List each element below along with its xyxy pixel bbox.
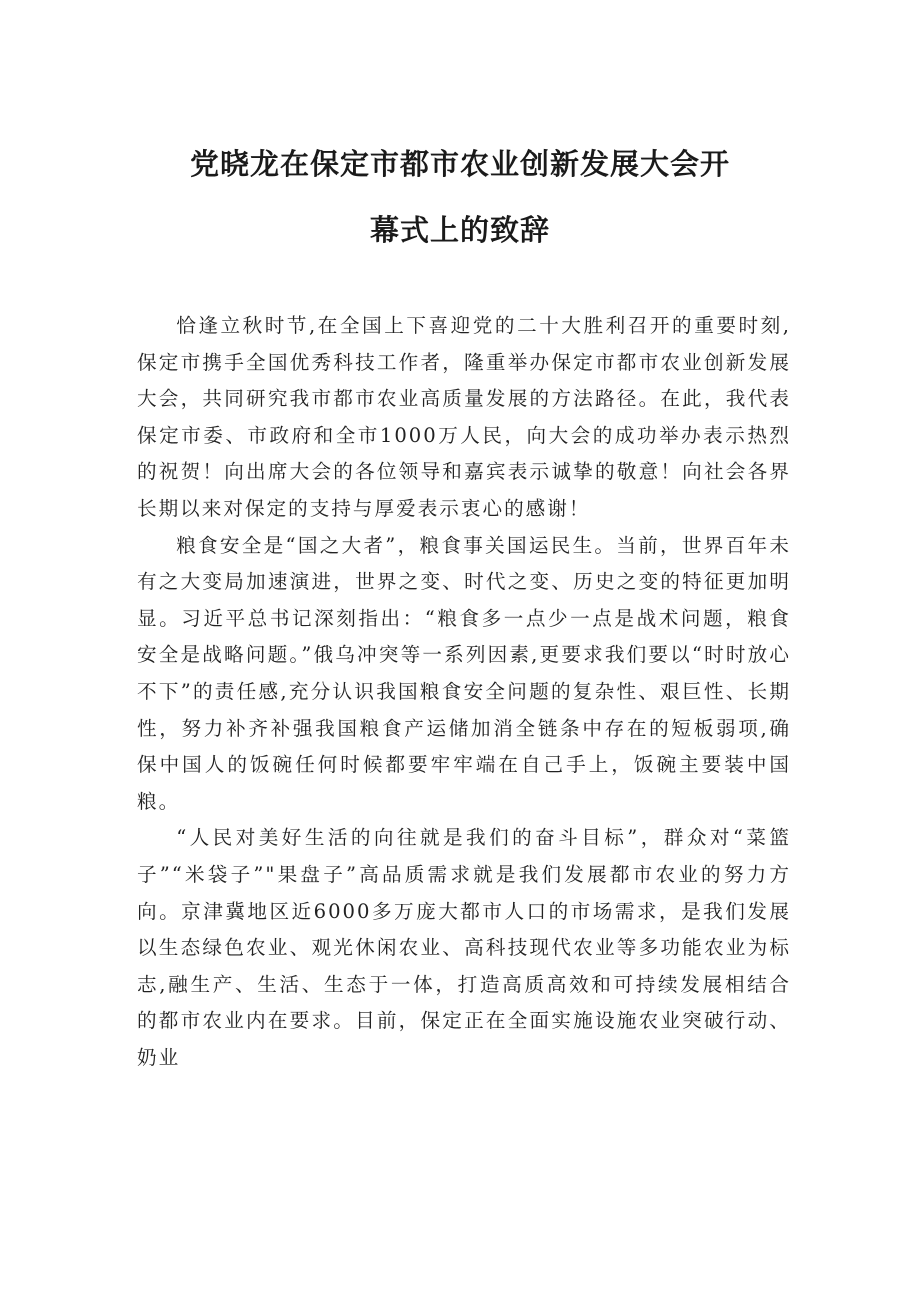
document-body [137,308,791,1076]
paragraph-1: 恰逢立秋时节,在全国上下喜迎党的二十大胜利召开的重要时刻,保定市携手全国优秀科技工作者，隆重举办保定市都市农业创新发展大会，共同研究我市都市农业高质量发展的方法路径。在此，我代表保定市委、市政府和全市1000万人民，向大会的成功举办表示热烈的祝贺！向出席大会的各位领导和嘉宾表示诚挚的敬意！向社会各界长期以来对保定的支持与厚爱表示衷心的感谢！ [137,314,791,520]
paragraph-2: 粮食安全是“国之大者”，粮食事关国运民生。当前，世界百年未有之大变局加速演进，世界之变、时代之变、历史之变的特征更加明显。习近平总书记深刻指出：“粮食多一点少一点是战术问题，粮食安全是战略问题。”俄乌冲突等一系列因素,更要求我们要以“时时放心不下”的责任感,充分认识我国粮食安全问题的复杂性、艰巨性、长期性，努力补齐补强我国粮食产运储加消全链条中存在的短板弱项,确保中国人的饭碗任何时候都要牢牢端在自己手上，饭碗主要装中国粮。 [137,533,791,813]
paragraph-3: “人民对美好生活的向往就是我们的奋斗目标”，群众对“菜篮子”“米袋子”"果盘子”高品质需求就是我们发展都市农业的努力方向。京津冀地区近6000多万庞大都市人口的市场需求，是我们发展以生态绿色农业、观光休闲农业、高科技现代农业等多功能农业为标志,融生产、生活、生态于一体，打造高质高效和可持续发展相结合的都市农业内在要求。目前，保定正在全面实施设施农业突破行动、奶业 [137,826,791,1069]
document-title-line-1: 党晓龙在保定市都市农业创新发展大会开 [189,147,730,181]
document-title-line-2: 幕式上的致辞 [369,213,550,247]
